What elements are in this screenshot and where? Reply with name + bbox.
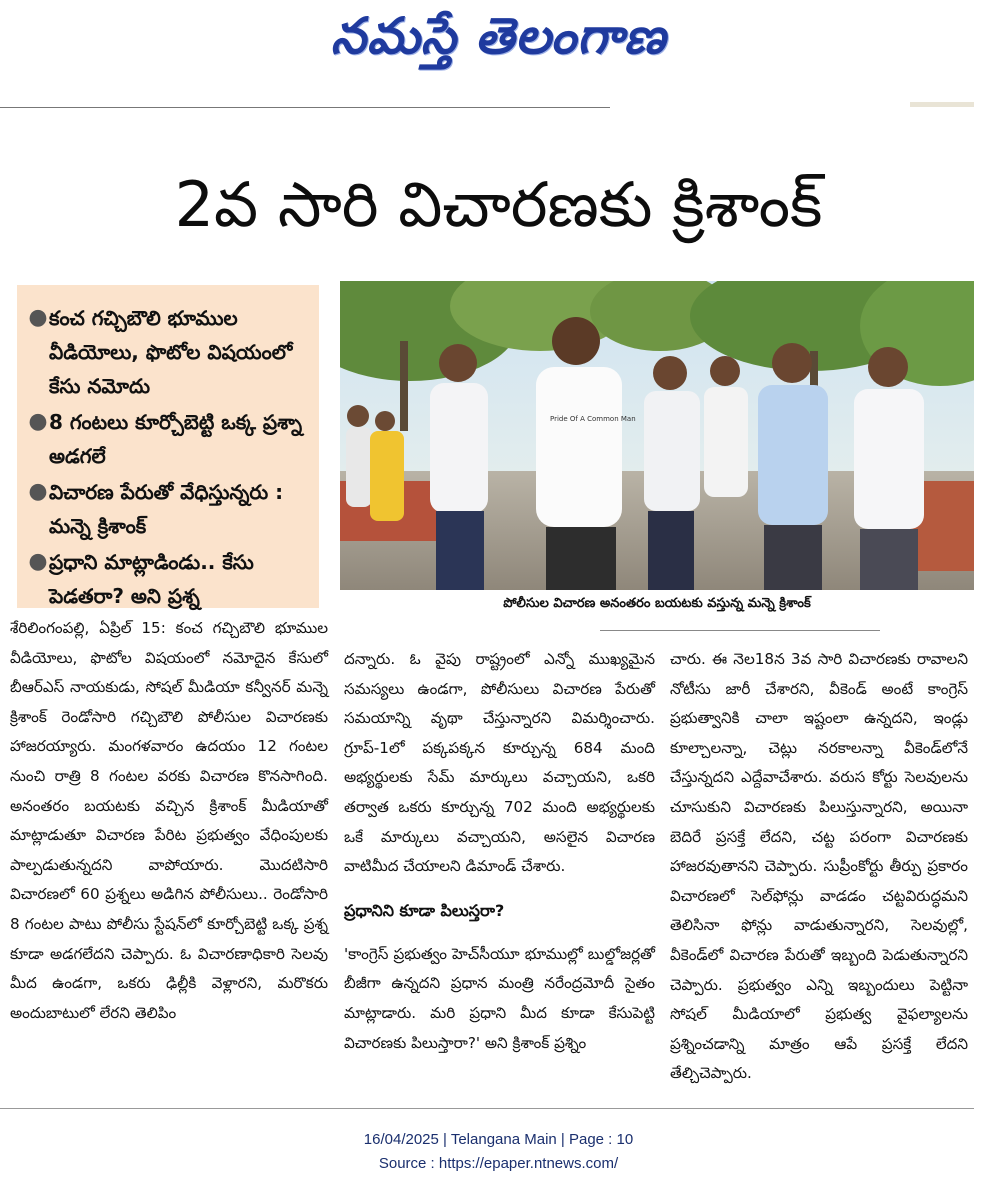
highlight-text: 8 గంటలు కూర్చోబెట్టి ఒక్క ప్రశ్నా అడగలే xyxy=(49,410,303,468)
divider-accent xyxy=(910,102,974,107)
bullet-icon: ● xyxy=(28,479,48,504)
highlights-box xyxy=(17,285,319,608)
highlight-item xyxy=(27,405,313,473)
article-paragraph: చారు. ఈ నెల18న 3వ సారి విచారణకు రావాలని నోటీసు జారీ చేశారని, వీకెండ్ అంటే కాంగ్రెస్ ప్రభుత్వానికి చాలా ఇష్టంలా ఉన్నదని, ఇండ్లు కూల్చాలన్నా, చెట్లు నరకాలన్నా వీకెండ్‌లోనే చేస్తున్నదని ఎద్దేవాచేశారు. వరుస కోర్టు సెలవులను చూసుకుని విచారణకు పిలుస్తున్నారని, అయినా బెదిరే ప్రసక్తే లేదని, చట్ట పరంగా విచారణకు హాజరవుతానని చెప్పారు. సుప్రీంకోర్టు తీర్పు ప్రకారం విచారణలో సెల్‌ఫోన్లు వాడడం చట్టవిరుద్ధమని తెలిసినా ఫోన్లు వాడుతున్నారని, సెలవుల్లో, వీకెండ్‌లో విచారణ పేరుతో ఇబ్బంది పెడుతున్నారని చెప్పారు. ప్రభుత్వం ఎన్ని ఇబ్బందులు పెట్టినా సోషల్ మీడియాలో ప్రభుత్వ వైఫల్యాలను ప్రశ్నించడాన్ని మాత్రం ఆపే ప్రసక్తే లేదని తేల్చిచెప్పారు. xyxy=(670,650,968,1083)
highlight-item xyxy=(27,475,313,543)
masthead xyxy=(0,0,997,80)
footer-date-line: 16/04/2025 | Telangana Main | Page : 10 xyxy=(363,1131,634,1148)
headline: 2వ సారి విచారణకు క్రిశాంక్ xyxy=(174,168,823,241)
tshirt-text: Pride Of A Common Man xyxy=(550,415,636,423)
bullet-icon: ● xyxy=(28,305,48,330)
highlight-text: ప్రధాని మాట్లాడిండు.. కేసు పెడతరా? అని ప్రశ్న xyxy=(49,550,254,608)
highlight-text: కంచ గచ్చిబౌలి భూముల వీడియోలు, ఫొటోల విషయంలో కేసు నమోదు xyxy=(49,306,293,398)
footer xyxy=(0,1128,997,1176)
divider xyxy=(600,630,880,631)
highlight-item xyxy=(27,545,313,613)
article-paragraph: దన్నారు. ఓ వైపు రాష్ట్రంలో ఎన్నో ముఖ్యమైన సమస్యలు ఉండగా, పోలీసులు విచారణ పేరుతో సమయాన్ని వృథా చేస్తున్నారని విమర్శించారు. గ్రూప్-1లో పక్కపక్కన కూర్చున్న 684 మంది అభ్యర్థులకు సేమ్ మార్కులు వచ్చాయని, ఒకరి తర్వాత ఒకరు కూర్చున్న 702 మంది అభ్యర్థులకు ఒకే మార్కులు వచ్చాయని, అసలైన విచారణ వాటిమీద చేయాలని డిమాండ్ చేశారు. xyxy=(344,650,655,876)
highlight-text: విచారణ పేరుతో వేధిస్తున్నరు : మన్నె క్రిశాంక్ xyxy=(49,480,284,538)
bullet-icon: ● xyxy=(28,409,48,434)
news-photo xyxy=(340,281,974,590)
article-paragraph: శేరిలింగంపల్లి, ఏప్రిల్ 15: కంచ గచ్చిబౌలి భూముల వీడియోలు, ఫొటోల విషయంలో నమోదైన కేసులో బీఆర్ఎస్ నాయకుడు, సోషల్ మీడియా కన్వీనర్ మన్నె క్రిశాంక్ రెండోసారి గచ్చిబౌలి పోలీసుల విచారణకు హాజరయ్యారు. మంగళవారం ఉదయం 12 గంటల నుంచి రాత్రి 8 గంటల వరకు విచారణ కొనసాగింది. అనంతరం బయటకు వచ్చిన క్రిశాంక్ మీడియాతో మాట్లాడుతూ విచారణ పేరిట ప్రభుత్వం వేధింపులకు పాల్పడుతున్నదని వాపోయారు. మొదటిసారి విచారణలో 60 ప్రశ్నలు అడిగిన పోలీసులు.. రెండోసారి 8 గంటల పాటు పోలీసు స్టేషన్‌లో కూర్చోబెట్టి ఒక్క ప్రశ్న కూడా అడగలేదని చెప్పారు. ఓ విచారణాధికారి సెలవు మీద ఉండగా, ఒకరు ఢిల్లీకి వెళ్లారని, మరొకరు అందుబాటులో లేరని తెలిపిం xyxy=(10,619,328,1022)
masthead-title: నమస్తే తెలంగాణ xyxy=(330,6,667,65)
article-column-3 xyxy=(670,645,968,1089)
article-paragraph: 'కాంగ్రెస్ ప్రభుత్వం హెచ్‌సీయూ భూముల్లో బుల్డోజర్లతో బీజీగా ఉన్నదని ప్రధాన మంత్రి నరేంద్రమోదీ సైతం మాట్లాడారు. మరి ప్రధాని మీద కూడా కేసుపెట్టి విచారణకు పిలుస్తారా?' అని క్రిశాంక్ ప్రశ్నిం xyxy=(344,944,655,1052)
highlight-item xyxy=(27,301,313,403)
footer-source-line: Source : https://epaper.ntnews.com/ xyxy=(378,1155,619,1172)
photo-caption: పోలీసుల విచారణ అనంతరం బయటకు వస్తున్న మన్నె క్రిశాంక్ xyxy=(503,596,811,611)
article-column-2 xyxy=(344,645,655,1058)
divider xyxy=(0,107,610,108)
article-subheading: ప్రధానిని కూడా పిలుస్తరా? xyxy=(344,900,505,920)
divider xyxy=(0,1108,974,1109)
article-column-1 xyxy=(10,614,328,1028)
bullet-icon: ● xyxy=(28,549,48,574)
